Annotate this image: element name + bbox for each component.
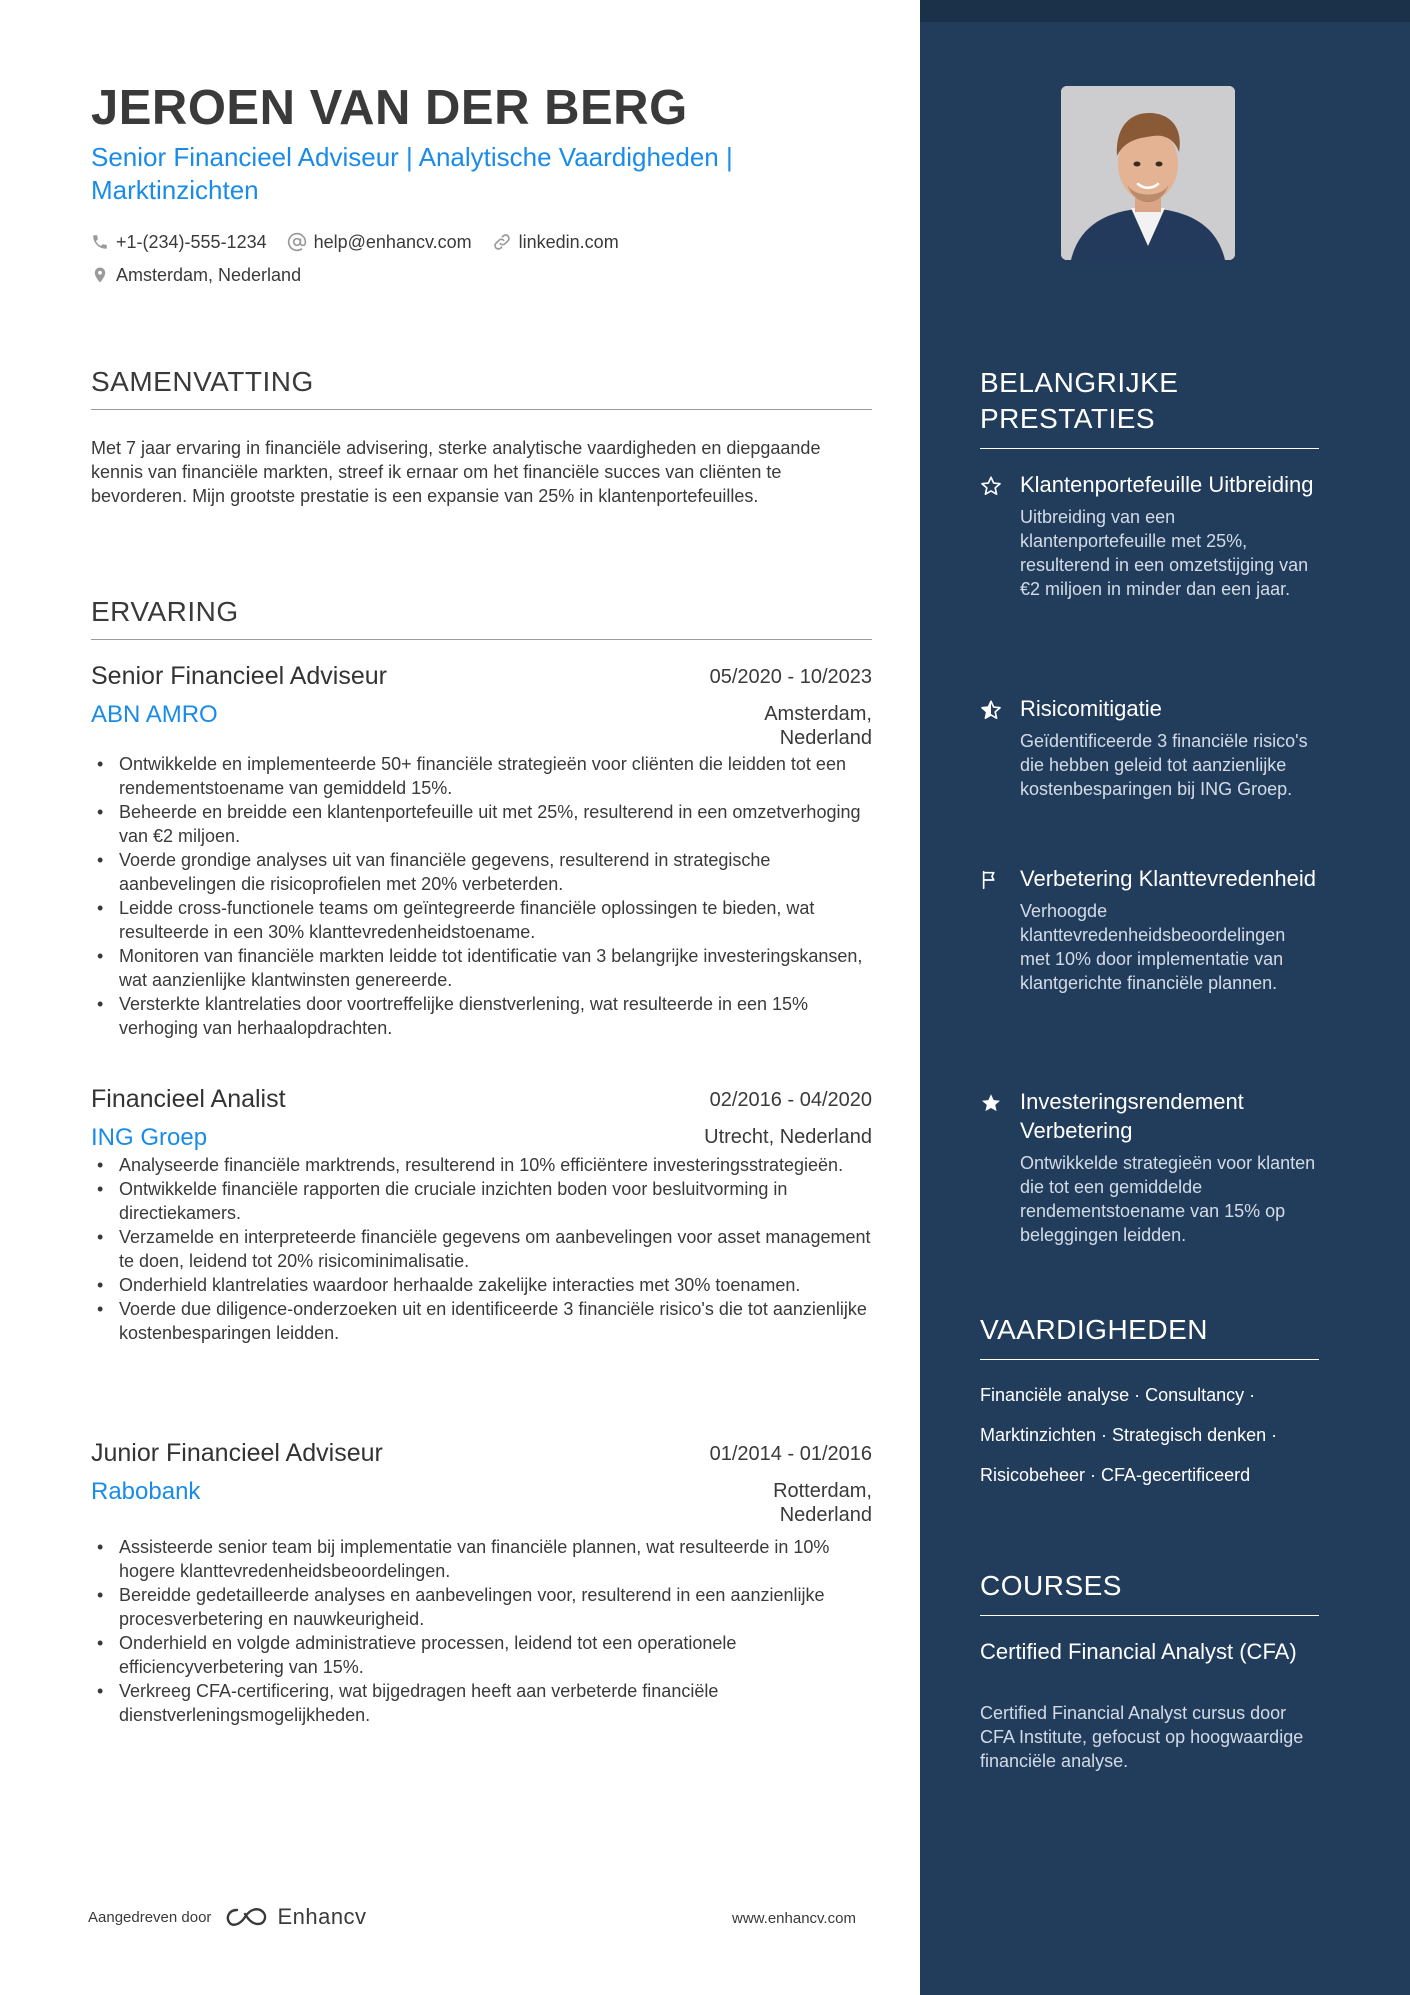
star-filled-icon (980, 1092, 1002, 1114)
achievement-item (980, 694, 1320, 801)
job-bullet: • Ontwikkelde en implementeerde 50+ financiële strategieën voor cliënten die leidden tot een rendementstoename van gemiddeld 15%. (91, 752, 872, 800)
job-location: Rotterdam, Nederland (773, 1480, 872, 1526)
company-name: Rabobank (91, 1478, 201, 1505)
job-bullet: • Voerde grondige analyses uit van financiële gegevens, resulterend in strategische aanbevelingen die risicoprofielen met 20% verbeterden. (91, 848, 872, 896)
achievement-title: Verbetering Klanttevredenheid (1020, 866, 1316, 891)
job-bullet: • Monitoren van financiële markten leidde tot identificatie van 3 belangrijke investeringskansen, wat aanzienlijke klantwinsten genereerde. (91, 944, 872, 992)
enhancv-logo-icon (223, 1905, 269, 1929)
location-text: Amsterdam, Nederland (116, 264, 302, 285)
summary-text: Met 7 jaar ervaring in financiële advisering, sterke analytische vaardigheden en diepgaande kennis van financiële markten, streef ik ernaar om het financiële succes van cliënten te bevorderen. Mijn grootste prestatie is een expansie van 25% in klantenportefeuilles. (91, 438, 821, 506)
phone-text: +1-(234)-555-1234 (116, 231, 267, 252)
enhancv-brand: Enhancv (277, 1904, 367, 1929)
footer-powered-by (88, 1904, 367, 1930)
company-name: ABN AMRO (91, 701, 218, 728)
achievements-heading: BELANGRIJKE PRESTATIES (980, 365, 1319, 449)
linkedin-text: linkedin.com (518, 231, 619, 252)
achievement-desc: Uitbreiding van een klantenportefeuille met 25%, resulterend in een omzetstijging van €2 miljoen in minder dan een jaar. (1020, 507, 1309, 599)
job-dates: 02/2016 - 04/2020 (709, 1089, 872, 1111)
job-entry (91, 1439, 872, 1727)
job-bullet: • Beheerde en breidde een klantenportefeuille uit met 25%, resulterend in een omzetverhoging van €2 miljoen. (91, 800, 872, 848)
phone-contact[interactable] (91, 232, 267, 253)
footer-website[interactable]: www.enhancv.com (732, 1910, 856, 1927)
achievement-item (980, 1087, 1320, 1247)
achievement-title: Risicomitigatie (1020, 696, 1162, 721)
star-half-icon (980, 699, 1002, 721)
skills-heading: VAARDIGHEDEN (980, 1312, 1319, 1360)
link-icon (492, 232, 512, 252)
course-desc: Certified Financial Analyst cursus door CFA Institute, gefocust op hoogwaardige financiële analyse. (980, 1703, 1304, 1771)
job-bullet: • Assisteerde senior team bij implementatie van financiële plannen, wat resulteerde in 10% hogere klanttevredenheidsbeoordelingen. (91, 1535, 872, 1583)
job-bullet: • Onderhield en volgde administratieve processen, leidend tot een operationele efficiencyverbetering van 15%. (91, 1631, 872, 1679)
achievement-desc: Geïdentificeerde 3 financiële risico's die hebben geleid tot aanzienlijke kostenbesparingen bij ING Groep. (1020, 731, 1308, 799)
courses-heading: COURSES (980, 1568, 1319, 1616)
profile-photo-image (1061, 86, 1235, 260)
at-icon (287, 232, 307, 252)
job-bullets (91, 1153, 872, 1345)
job-bullet: • Onderhield klantrelaties waardoor herhaalde zakelijke interacties met 30% toenamen. (91, 1273, 872, 1297)
achievement-item (980, 470, 1320, 601)
skill-row: Risicobeheer · CFA-gecertificeerd (980, 1465, 1251, 1485)
job-entry (91, 662, 872, 1040)
skill-row: Financiële analyse · Consultancy · (980, 1385, 1256, 1405)
job-title: Junior Financieel Adviseur (91, 1439, 383, 1467)
powered-by-text: Aangedreven door (88, 1908, 212, 1926)
flag-icon (980, 869, 1002, 891)
achievement-title: Klantenportefeuille Uitbreiding (1020, 472, 1314, 497)
location-contact (91, 265, 301, 286)
email-text: help@enhancv.com (313, 231, 472, 252)
job-bullets (91, 1535, 872, 1727)
job-bullet: • Verkreeg CFA-certificering, wat bijgedragen heeft aan verbeterde financiële dienstverleningsmogelijkheden. (91, 1679, 872, 1727)
job-location: Amsterdam, Nederland (764, 703, 872, 749)
experience-heading: ERVARING (91, 596, 872, 640)
achievement-item (980, 864, 1320, 995)
job-entry (91, 1085, 872, 1345)
summary-heading: SAMENVATTING (91, 366, 872, 410)
achievement-title: Investeringsrendement Verbetering (1020, 1089, 1244, 1143)
job-bullet: • Bereidde gedetailleerde analyses en aanbevelingen voor, resulterend in een aanzienlijke procesverbetering en nauwkeurigheid. (91, 1583, 872, 1631)
skill-row: Marktinzichten · Strategisch denken · (980, 1425, 1278, 1445)
location-pin-icon (91, 265, 109, 285)
job-bullet: • Voerde due diligence-onderzoeken uit en identificeerde 3 financiële risico's die tot aanzienlijke kostenbesparingen leidden. (91, 1297, 872, 1345)
job-dates: 05/2020 - 10/2023 (709, 666, 872, 688)
achievement-desc: Verhoogde klanttevredenheidsbeoordelingen met 10% door implementatie van klantgerichte financiële plannen. (1020, 901, 1286, 993)
achievement-desc: Ontwikkelde strategieën voor klanten die tot een gemiddelde rendementstoename van 15% op beleggingen leidden. (1020, 1153, 1316, 1245)
email-contact[interactable] (287, 232, 472, 253)
contact-info (91, 229, 871, 295)
job-bullet: • Analyseerde financiële marktrends, resulterend in 10% efficiëntere investeringsstrategieën. (91, 1153, 872, 1177)
job-bullet: • Versterkte klantrelaties door voortreffelijke dienstverlening, wat resulteerde in een 15% verhoging van herhaalopdrachten. (91, 992, 872, 1040)
sidebar-top-bar (920, 0, 1410, 22)
candidate-headline: Senior Financieel Adviseur | Analytische Vaardigheden | Marktinzichten (91, 142, 733, 205)
sidebar (920, 0, 1410, 1995)
job-bullet: • Ontwikkelde financiële rapporten die cruciale inzichten boden voor besluitvorming in directiekamers. (91, 1177, 872, 1225)
job-title: Senior Financieel Adviseur (91, 662, 387, 690)
skills-list (980, 1383, 1330, 1503)
job-title: Financieel Analist (91, 1085, 286, 1113)
star-outline-icon (980, 475, 1002, 497)
job-location: Utrecht, Nederland (704, 1126, 872, 1148)
enhancv-logo[interactable] (223, 1904, 366, 1930)
course-title: Certified Financial Analyst (CFA) (980, 1639, 1297, 1664)
job-dates: 01/2014 - 01/2016 (709, 1443, 872, 1465)
job-bullet: • Verzamelde en interpreteerde financiële gegevens om aanbevelingen voor asset management te doen, leidend tot 20% risicominimalisatie. (91, 1225, 872, 1273)
profile-photo (1061, 86, 1235, 260)
candidate-name: JEROEN VAN DER BERG (91, 81, 688, 135)
phone-icon (91, 233, 109, 251)
job-bullet: • Leidde cross-functionele teams om geïntegreerde financiële oplossingen te bieden, wat resulteerde in een 30% klanttevredenheidstoename. (91, 896, 872, 944)
linkedin-contact[interactable] (492, 232, 619, 253)
company-name: ING Groep (91, 1124, 208, 1151)
job-bullets (91, 752, 872, 1040)
